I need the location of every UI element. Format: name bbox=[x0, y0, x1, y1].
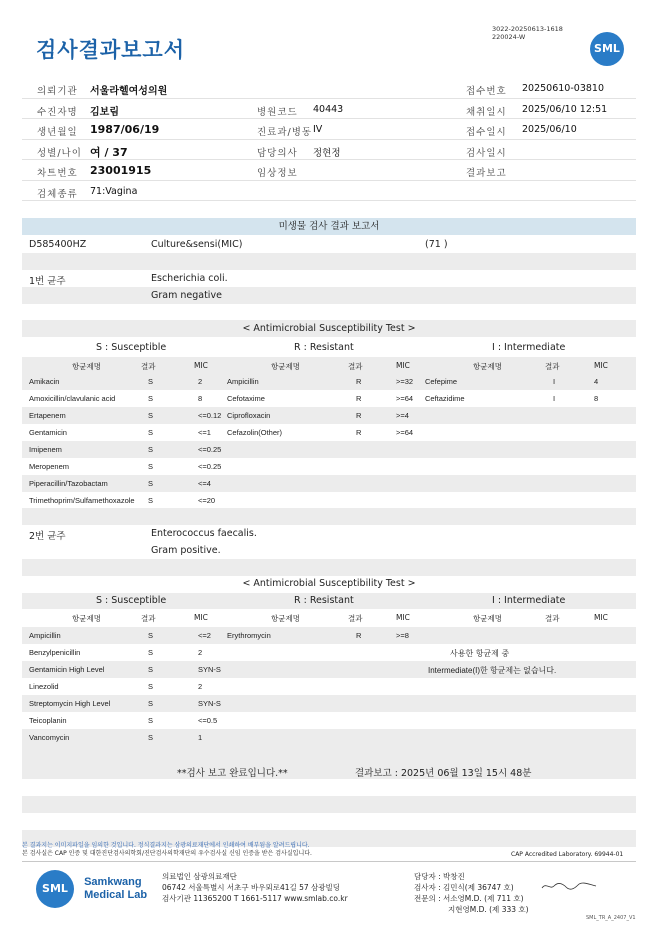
cell-s-res: S bbox=[148, 716, 154, 725]
chart-label: 차트번호 bbox=[37, 168, 78, 179]
cell-s-mic: <=0.12 bbox=[198, 411, 222, 420]
collect-value: 2025/06/10 12:51 bbox=[522, 103, 608, 115]
col-drug: 항균제명 bbox=[72, 614, 101, 623]
footer-divider bbox=[22, 861, 636, 862]
ast1-title: < Antimicrobial Susceptibility Test > bbox=[242, 323, 416, 334]
table-row bbox=[22, 695, 636, 712]
col-drug: 항균제명 bbox=[271, 614, 300, 623]
lab-org: 의료법인 삼광의료재단 bbox=[162, 872, 237, 881]
dob-label: 생년월일 bbox=[37, 127, 78, 138]
cell-s-drug: Trimethoprim/Sulfamethoxazole bbox=[29, 496, 135, 505]
col-result: 결과 bbox=[141, 362, 156, 371]
cell-r-res: R bbox=[356, 428, 362, 437]
cell-s-res: S bbox=[148, 462, 154, 471]
specimen-value: 71:Vagina bbox=[90, 185, 138, 197]
organism2-name: Enterococcus faecalis. bbox=[151, 528, 257, 539]
report-label: 결과보고 bbox=[466, 168, 507, 179]
organism1-line bbox=[22, 270, 636, 287]
organism1-label: 1번 균주 bbox=[29, 276, 66, 287]
lab-info bbox=[162, 871, 348, 904]
cell-s-mic: <=4 bbox=[198, 479, 211, 488]
col-result: 결과 bbox=[348, 614, 363, 623]
table-row bbox=[22, 644, 636, 661]
info-row bbox=[22, 140, 636, 161]
dept-label: 진료과/병동 bbox=[257, 127, 313, 138]
patient-label: 수진자명 bbox=[37, 106, 78, 118]
table-row bbox=[22, 441, 636, 458]
organism2-gram: Gram positive. bbox=[151, 545, 221, 556]
cell-r-drug: Ampicillin bbox=[227, 377, 259, 386]
cell-s-res: S bbox=[148, 394, 154, 403]
receipt-no-value: 20250610-03810 bbox=[522, 83, 605, 94]
dept-value: IV bbox=[313, 124, 323, 135]
intermediate-note-1: 사용한 항균제 중 bbox=[450, 649, 510, 658]
cell-r-mic: >=4 bbox=[396, 411, 409, 420]
cell-s-mic: 8 bbox=[198, 394, 203, 403]
col-mic: MIC bbox=[594, 361, 608, 370]
table-row bbox=[22, 373, 636, 390]
cell-s-mic: SYN-S bbox=[198, 699, 221, 708]
staff-specialist-2: 지현영M.D. (제 333 호) bbox=[448, 905, 529, 914]
test-line bbox=[22, 236, 636, 253]
cell-s-res: S bbox=[148, 648, 154, 657]
completion-line bbox=[22, 762, 636, 779]
micro-section-title: 미생물 검사 결과 보고서 bbox=[22, 218, 636, 235]
specimen-label: 검체종류 bbox=[37, 188, 78, 200]
ast2-title: < Antimicrobial Susceptibility Test > bbox=[242, 578, 416, 589]
staff-tester: 검사자 : 김민식(제 36747 호) bbox=[414, 883, 514, 892]
col-mic: MIC bbox=[194, 361, 208, 370]
patient-info-grid bbox=[22, 78, 636, 201]
doctor-label: 담당의사 bbox=[257, 147, 298, 159]
image-notice: 본 결과지는 이미지파일을 임의한 것입니다. 정식결과지는 삼광의료재단에서 인쇄하여 배부됨을 알려드립니다. bbox=[22, 842, 310, 849]
col-result: 결과 bbox=[141, 614, 156, 623]
cell-s-mic: <=2 bbox=[198, 631, 211, 640]
sex-age-label: 성별/나이 bbox=[37, 147, 82, 159]
sml-logo-circle: SML bbox=[36, 870, 74, 908]
cell-i-drug: Cefepime bbox=[425, 377, 458, 386]
cell-i-res: I bbox=[553, 377, 556, 386]
table-row bbox=[22, 475, 636, 492]
cell-s-mic: 1 bbox=[198, 733, 203, 742]
cell-s-mic: <=20 bbox=[198, 496, 216, 505]
cell-r-mic: >=32 bbox=[396, 377, 414, 386]
col-result: 결과 bbox=[545, 362, 560, 371]
cell-s-res: S bbox=[148, 496, 154, 505]
clinical-label: 임상정보 bbox=[257, 168, 298, 179]
cell-i-mic: 4 bbox=[594, 377, 599, 386]
cell-r-res: R bbox=[356, 394, 362, 403]
cell-r-drug: Erythromycin bbox=[227, 631, 271, 640]
cell-i-drug: Ceftazidime bbox=[425, 394, 465, 403]
table-row bbox=[22, 712, 636, 729]
col-drug: 항균제명 bbox=[473, 362, 502, 371]
table-row bbox=[22, 424, 636, 441]
table-row bbox=[22, 492, 636, 509]
sml-logo: SML bbox=[590, 32, 624, 66]
cell-s-drug: Gentamicin bbox=[29, 428, 67, 437]
brand-line-2: Medical Lab bbox=[84, 889, 148, 901]
patient-value: 김보림 bbox=[90, 106, 119, 118]
cell-s-res: S bbox=[148, 665, 154, 674]
report-title: 검사결과보고서 bbox=[36, 38, 186, 62]
cell-s-res: S bbox=[148, 428, 154, 437]
table-row bbox=[22, 678, 636, 695]
organism2-label: 2번 균주 bbox=[29, 531, 66, 542]
footer-logo bbox=[36, 870, 147, 908]
col-drug: 항균제명 bbox=[72, 362, 101, 371]
receipt-date-label: 접수일시 bbox=[466, 127, 507, 138]
cell-s-drug: Piperacillin/Tazobactam bbox=[29, 479, 108, 488]
cell-s-drug: Benzylpenicillin bbox=[29, 648, 81, 657]
staff-manager: 담당자 : 박창진 bbox=[414, 872, 465, 881]
table-row bbox=[22, 390, 636, 407]
cell-s-mic: <=0.25 bbox=[198, 462, 222, 471]
cell-s-drug: Meropenem bbox=[29, 462, 70, 471]
ast2-column-header bbox=[22, 611, 636, 627]
test-date-label: 검사일시 bbox=[466, 147, 507, 159]
cell-s-mic: 2 bbox=[198, 682, 203, 691]
completion-text: **검사 보고 완료입니다.** bbox=[177, 768, 288, 779]
cell-r-drug: Cefotaxime bbox=[227, 394, 265, 403]
ast2-i-label: I : Intermediate bbox=[492, 595, 566, 606]
test-number: (71 ) bbox=[425, 239, 448, 250]
ast2-s-label: S : Susceptible bbox=[96, 595, 167, 606]
organism1-name: Escherichia coli. bbox=[151, 273, 228, 284]
col-drug: 항균제명 bbox=[473, 614, 502, 623]
table-row bbox=[22, 407, 636, 424]
intermediate-note-2: Intermediate(I)한 항균제는 없습니다. bbox=[428, 666, 557, 675]
cell-r-mic: >=64 bbox=[396, 394, 414, 403]
cell-s-drug: Amikacin bbox=[29, 377, 60, 386]
cell-s-drug: Amoxicillin/clavulanic acid bbox=[29, 394, 116, 403]
ward-code-value: 40443 bbox=[313, 103, 344, 115]
document-code-line-1: 3022-20250613-1618 bbox=[492, 25, 563, 33]
brand-text bbox=[84, 876, 147, 902]
organism2-line bbox=[22, 525, 636, 542]
cell-s-res: S bbox=[148, 699, 154, 708]
cell-s-res: S bbox=[148, 445, 154, 454]
cap-accreditation: CAP Accredited Laboratory. 69944-01 bbox=[511, 851, 624, 858]
institution-value: 서울라헬여성의원 bbox=[90, 86, 168, 97]
cell-s-mic: <=0.5 bbox=[198, 716, 218, 725]
ast1-column-header bbox=[22, 357, 636, 373]
col-mic: MIC bbox=[594, 613, 608, 622]
test-name: Culture&sensi(MIC) bbox=[151, 239, 243, 250]
info-row bbox=[22, 78, 636, 99]
col-result: 결과 bbox=[348, 362, 363, 371]
chart-value: 23001915 bbox=[90, 164, 152, 177]
lab-address: 06742 서울특별시 서초구 바우뫼로41길 57 삼광빌딩 bbox=[162, 883, 341, 892]
col-result: 결과 bbox=[545, 614, 560, 623]
cell-s-mic: <=1 bbox=[198, 428, 211, 437]
blank-band bbox=[22, 796, 636, 813]
cell-s-res: S bbox=[148, 733, 154, 742]
receipt-date-value: 2025/06/10 bbox=[522, 124, 577, 135]
ast2-r-label: R : Resistant bbox=[294, 595, 354, 606]
cell-r-res: R bbox=[356, 411, 362, 420]
lab-contact: 검사기관 11365200 T 1661-5117 www.smlab.co.kr bbox=[162, 894, 348, 903]
document-code bbox=[492, 25, 563, 41]
cell-r-mic: >=8 bbox=[396, 631, 409, 640]
sex-age-value: 여 / 37 bbox=[90, 145, 128, 159]
blank-band bbox=[22, 559, 636, 576]
ward-code-label: 병원코드 bbox=[257, 106, 298, 118]
cell-r-res: R bbox=[356, 377, 362, 386]
doctor-value: 정현정 bbox=[313, 147, 341, 159]
info-row bbox=[22, 181, 636, 202]
cell-s-drug: Ertapenem bbox=[29, 411, 66, 420]
cell-i-res: I bbox=[553, 394, 556, 403]
col-drug: 항균제명 bbox=[271, 362, 300, 371]
institution-label: 의뢰기관 bbox=[37, 86, 78, 97]
table-row bbox=[22, 627, 636, 644]
cell-s-mic: SYN-S bbox=[198, 665, 221, 674]
cell-s-drug: Streptomycin High Level bbox=[29, 699, 111, 708]
info-row bbox=[22, 99, 636, 120]
brand-line-1: Samkwang bbox=[84, 876, 142, 888]
collect-label: 채취일시 bbox=[466, 106, 507, 118]
ast1-s-label: S : Susceptible bbox=[96, 342, 167, 353]
organism2-gram-line bbox=[22, 542, 636, 559]
dob-value: 1987/06/19 bbox=[90, 123, 160, 136]
cell-r-mic: >=64 bbox=[396, 428, 414, 437]
report-time: 결과보고 : 2025년 06월 13일 15시 48분 bbox=[355, 768, 532, 779]
cell-s-res: S bbox=[148, 377, 154, 386]
document-code-line-2: 220024-W bbox=[492, 33, 526, 41]
cell-i-mic: 8 bbox=[594, 394, 599, 403]
cell-s-drug: Vancomycin bbox=[29, 733, 70, 742]
cell-s-res: S bbox=[148, 411, 154, 420]
cell-r-res: R bbox=[356, 631, 362, 640]
col-mic: MIC bbox=[396, 613, 410, 622]
organism1-gram-line bbox=[22, 287, 636, 304]
cell-s-drug: Linezolid bbox=[29, 682, 59, 691]
ast1-legend bbox=[22, 340, 636, 356]
cell-s-drug: Teicoplanin bbox=[29, 716, 67, 725]
receipt-no-label: 접수번호 bbox=[466, 86, 507, 97]
col-mic: MIC bbox=[194, 613, 208, 622]
cell-s-mic: 2 bbox=[198, 377, 203, 386]
cell-s-drug: Imipenem bbox=[29, 445, 62, 454]
form-code: SML_TR_A_2407_V1 bbox=[586, 915, 636, 921]
blank-band bbox=[22, 253, 636, 270]
cell-s-mic: 2 bbox=[198, 648, 203, 657]
info-row bbox=[22, 119, 636, 140]
cell-s-res: S bbox=[148, 631, 154, 640]
blank-band bbox=[22, 508, 636, 525]
ast2-legend bbox=[22, 593, 636, 609]
ast1-r-label: R : Resistant bbox=[294, 342, 354, 353]
cell-s-mic: <=0.25 bbox=[198, 445, 222, 454]
col-mic: MIC bbox=[396, 361, 410, 370]
cell-s-res: S bbox=[148, 682, 154, 691]
signature bbox=[540, 880, 600, 892]
table-row bbox=[22, 458, 636, 475]
info-row bbox=[22, 160, 636, 181]
cell-s-res: S bbox=[148, 479, 154, 488]
staff-specialist: 전문의 : 서소영M.D. (제 711 호) bbox=[414, 894, 524, 903]
cell-s-drug: Ampicillin bbox=[29, 631, 61, 640]
table-row bbox=[22, 729, 636, 746]
cell-r-drug: Ciprofloxacin bbox=[227, 411, 271, 420]
blank-band bbox=[22, 745, 636, 762]
ast1-i-label: I : Intermediate bbox=[492, 342, 566, 353]
test-code: D585400HZ bbox=[29, 239, 87, 250]
staff-info bbox=[414, 871, 529, 915]
cell-s-drug: Gentamicin High Level bbox=[29, 665, 105, 674]
accreditation-notice: 본 검사실은 CAP 인증 및 대한진단검사의학회/진단검사의학재단의 우수검사실 신임 인증을 받은 검사실입니다. bbox=[22, 850, 312, 857]
organism1-gram: Gram negative bbox=[151, 290, 222, 301]
cell-r-drug: Cefazolin(Other) bbox=[227, 428, 283, 437]
